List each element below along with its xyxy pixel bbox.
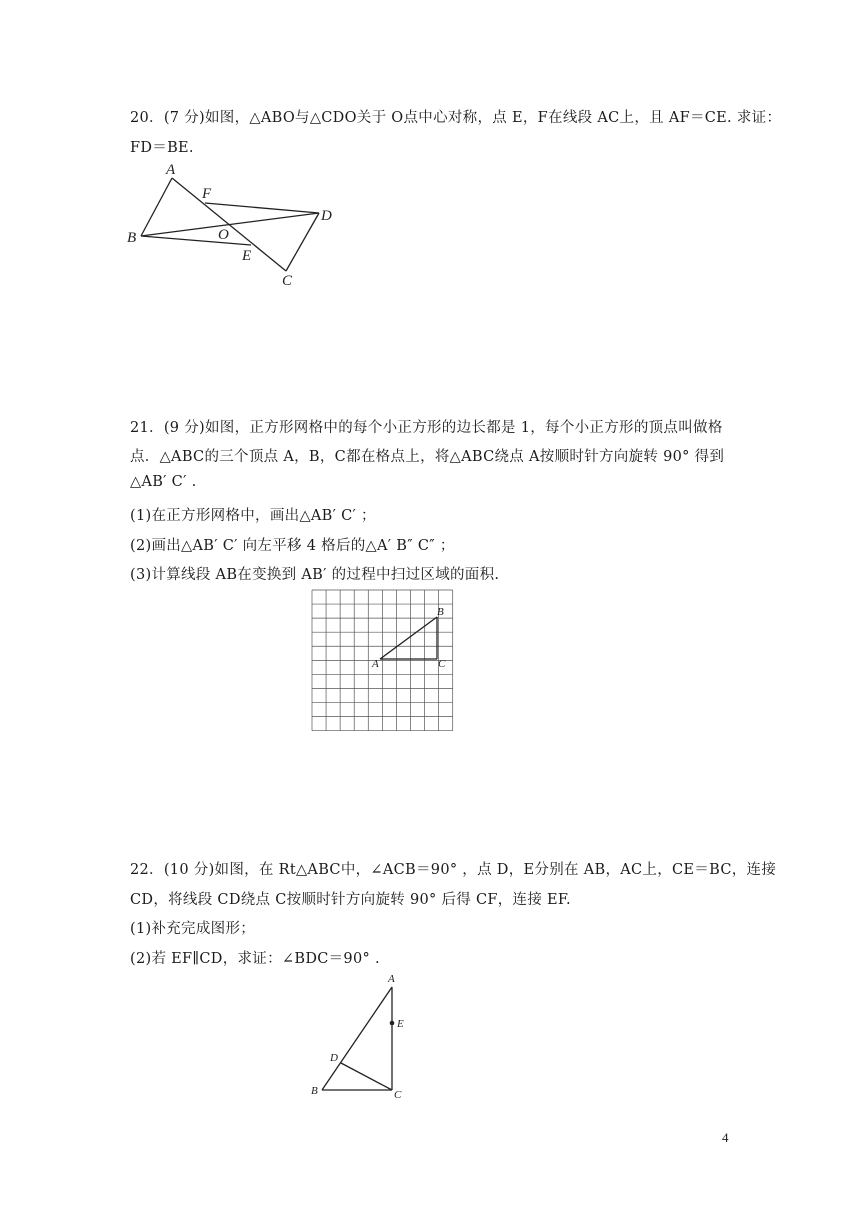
q22-label-D: D	[330, 1052, 338, 1064]
q21-text-line2: 点．△ABC的三个顶点 A，B，C都在格点上，将△ABC绕点 A按顺时针方向旋转 90° 得到	[130, 449, 725, 465]
q21-part3: (3)计算线段 AB在变换到 AB′ 的过程中扫过区域的面积.	[130, 567, 500, 583]
q22-label-A: A	[388, 973, 395, 985]
q22-label-E: E	[397, 1018, 404, 1030]
q22-part2: (2)若 EF∥CD，求证：∠BDC＝90° .	[130, 951, 380, 967]
q20-text-line1: 20．(7 分)如图，△ABO与△CDO关于 O点中心对称，点 E，F在线段 AC上，且 AF＝CE. 求证：	[130, 110, 782, 126]
q21-text-line1: 21．(9 分)如图，正方形网格中的每个小正方形的边长都是 1，每个小正方形的顶点叫做格	[130, 420, 723, 436]
q21-label-B: B	[437, 606, 444, 618]
q22-point-E-dot	[390, 1021, 395, 1026]
q20-label-F: F	[202, 186, 212, 202]
q20-text-line2: FD＝BE.	[130, 140, 194, 156]
q22-text-line2: CD，将线段 CD绕点 C按顺时针方向旋转 90° 后得 CF，连接 EF.	[130, 892, 571, 908]
q20-label-D: D	[321, 208, 332, 224]
q21-text-line3: △AB′ C′ .	[130, 474, 197, 490]
q22-label-C: C	[394, 1089, 402, 1101]
page-number: 4	[722, 1130, 729, 1145]
q20-label-E: E	[242, 248, 252, 264]
q20-label-B: B	[127, 230, 137, 246]
q20-label-O: O	[218, 227, 229, 243]
q20-label-A: A	[166, 162, 176, 178]
q22-text-line1: 22．(10 分)如图，在 Rt△ABC中，∠ACB＝90° ，点 D，E分别在 AB，AC上，CE＝BC，连接	[130, 862, 777, 878]
q21-label-C: C	[438, 658, 446, 670]
q21-part2: (2)画出△AB′ C′ 向左平移 4 格后的△A′ B″ C″ ；	[130, 538, 455, 554]
q20-label-C: C	[282, 273, 293, 289]
q22-label-B: B	[311, 1085, 318, 1097]
q21-label-A: A	[372, 658, 379, 670]
q21-part1: (1)在正方形网格中，画出△AB′ C′ ；	[130, 508, 376, 524]
q22-part1: (1)补充完成图形；	[130, 921, 256, 937]
